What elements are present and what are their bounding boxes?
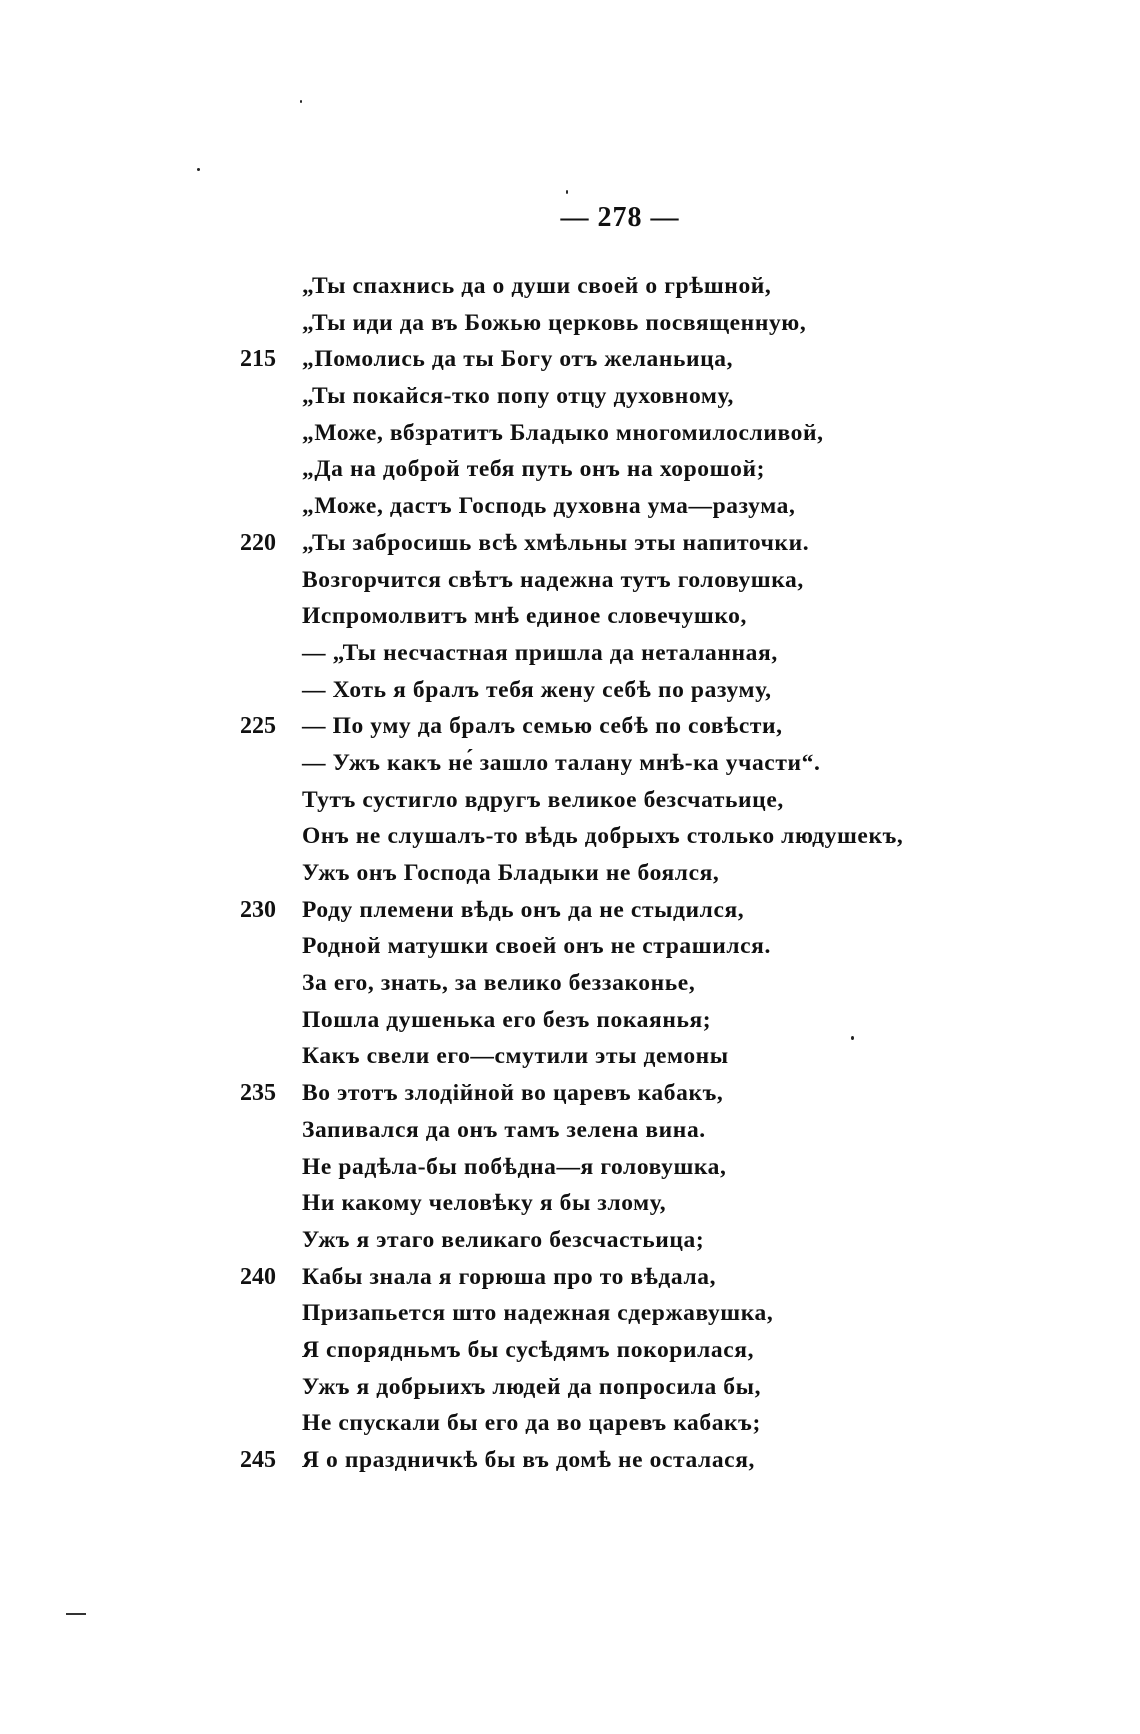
verse-line (0, 268, 1140, 305)
verse-line (0, 745, 1140, 782)
page-number: — 278 — (560, 202, 680, 233)
verse-text: „Да на доброй тебя путь онъ на хорошой; (302, 456, 766, 483)
line-number: 240 (240, 1263, 276, 1290)
verse-line (0, 1442, 1140, 1479)
verse-text: „Може, вбзратитъ Бладыко многомилосливой, (302, 419, 824, 446)
verse-line (0, 378, 1140, 415)
line-number: 215 (240, 346, 276, 373)
verse-line (0, 488, 1140, 525)
verse-text: Испромолвитъ мнѣ единое словечушко, (302, 603, 747, 630)
verse-line (0, 928, 1140, 965)
verse-line (0, 305, 1140, 342)
verse-text: Во этотъ злодійной во царевъ кабакъ, (302, 1080, 724, 1107)
verse-line (0, 341, 1140, 378)
verse-text: — Ужъ какъ не́ зашло талану мнѣ-ка участи“. (302, 749, 821, 776)
verse-text: Ужъ я этаго великаго безсчастьица; (302, 1226, 705, 1253)
line-number: 220 (240, 529, 276, 556)
scan-speck (566, 190, 568, 194)
verse-text: „Помолись да ты Богу отъ желаньица, (302, 346, 734, 373)
verse-line (0, 1222, 1140, 1259)
verse-line (0, 415, 1140, 452)
verse-text: Кабы знала я горюша про то вѣдала, (302, 1263, 717, 1290)
verse-line (0, 562, 1140, 599)
verse-line (0, 525, 1140, 562)
verse-text: Ужъ онъ Господа Бладыки не боялся, (302, 860, 720, 886)
line-number: 235 (240, 1080, 276, 1107)
verse-text: Какъ свели его—смутили эты демоны (302, 1043, 729, 1070)
verse-line (0, 1038, 1140, 1075)
verse-line (0, 1259, 1140, 1296)
verse-line (0, 1149, 1140, 1186)
verse-text: „Ты иди да въ Божью церковь посвященную, (302, 309, 807, 336)
verse-line (0, 782, 1140, 819)
verse-line (0, 1369, 1140, 1406)
verse-text: „Ты покайся-тко попу отцу духовному, (302, 383, 734, 410)
verse-line (0, 708, 1140, 745)
verse-text: — Хоть я бралъ тебя жену себѣ по разуму, (302, 676, 772, 703)
verse-text: „Може, дастъ Господь духовна ума—разума, (302, 493, 796, 520)
verse-text: Родной матушки своей онъ не страшился. (302, 933, 771, 960)
verse-text: Не радѣла-бы побѣдна—я головушка, (302, 1153, 727, 1180)
verse-text: Тутъ сустигло вдругъ великое безсчатьице, (302, 786, 784, 813)
verse-line (0, 892, 1140, 929)
poem-text (0, 268, 1140, 1479)
scan-speck (197, 168, 200, 171)
line-number: 225 (240, 713, 276, 740)
verse-text: Призапьется што надежная сдержавушка, (302, 1300, 774, 1327)
line-number: 230 (240, 896, 276, 923)
verse-line (0, 1075, 1140, 1112)
verse-line (0, 635, 1140, 672)
verse-text: „Ты спахнись да о души своей о грѣшной, (302, 273, 772, 299)
verse-line (0, 1185, 1140, 1222)
verse-line (0, 1112, 1140, 1149)
verse-text: Я спорядньмъ бы сусѣдямъ покорилася, (302, 1336, 755, 1363)
verse-line (0, 1002, 1140, 1039)
verse-text: Я о праздничкѣ бы въ домѣ не осталася, (302, 1447, 755, 1473)
scan-speck (851, 1036, 854, 1040)
verse-text: — По уму да бралъ семью себѣ по совѣсти, (302, 713, 783, 740)
verse-text: Запивался да онъ тамъ зелена вина. (302, 1116, 706, 1143)
verse-line (0, 965, 1140, 1002)
verse-line (0, 1405, 1140, 1442)
scan-speck (300, 100, 302, 103)
verse-line (0, 1295, 1140, 1332)
line-number: 245 (240, 1447, 276, 1473)
margin-mark (66, 1613, 86, 1615)
verse-text: Возгорчится свѣтъ надежна тутъ головушка, (302, 566, 804, 593)
verse-text: „Ты забросишь всѣ хмѣльны эты напиточки. (302, 529, 810, 556)
verse-line (0, 855, 1140, 892)
verse-text: Ужъ я добрыихъ людей да попросила бы, (302, 1373, 762, 1400)
verse-line (0, 818, 1140, 855)
verse-text: — „Ты несчастная пришла да неталанная, (302, 639, 778, 666)
verse-text: Онъ не слушалъ-то вѣдь добрыхъ столько людушекъ, (302, 823, 904, 850)
verse-text: Не спускали бы его да во царевъ кабакъ; (302, 1410, 761, 1437)
verse-text: Роду племени вѣдь онъ да не стыдился, (302, 896, 745, 923)
verse-text: За его, знать, за велико беззаконье, (302, 970, 696, 997)
verse-line (0, 598, 1140, 635)
verse-line (0, 672, 1140, 709)
verse-line (0, 1332, 1140, 1369)
verse-line (0, 451, 1140, 488)
verse-text: Пошла душенька его безъ покаянья; (302, 1006, 712, 1033)
verse-text: Ни какому человѣку я бы злому, (302, 1190, 667, 1217)
